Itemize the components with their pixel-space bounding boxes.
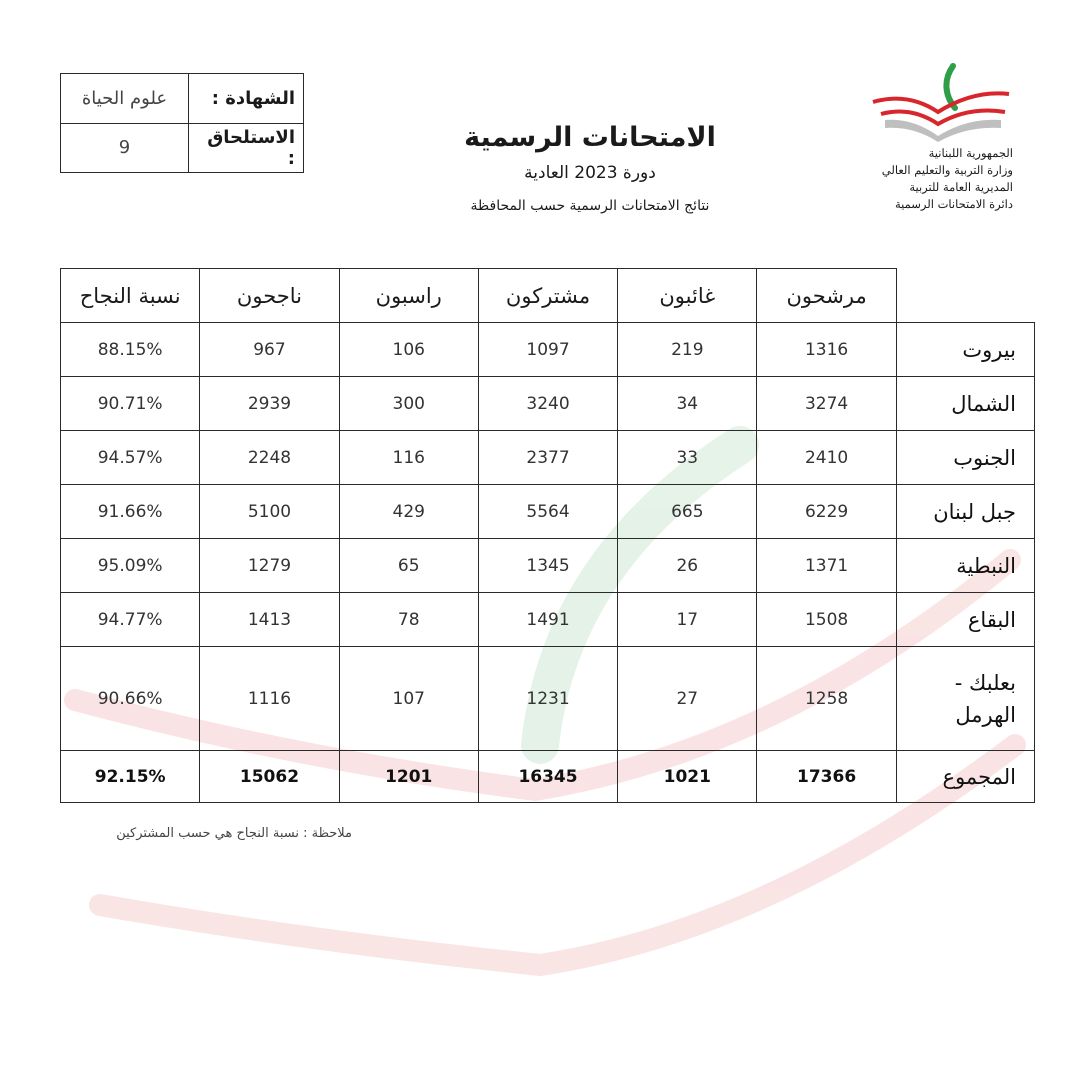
table-cell: 27 [618, 647, 757, 751]
table-row [61, 485, 1035, 539]
total-cell: 15062 [200, 751, 339, 803]
table-cell: 6229 [757, 485, 896, 539]
table-cell: 95.09% [61, 539, 200, 593]
table-row [61, 593, 1035, 647]
table-cell: 967 [200, 323, 339, 377]
region-name [896, 647, 1034, 751]
total-cell: 17366 [757, 751, 896, 803]
certificate-label: الشهادة : [189, 74, 304, 124]
table-row [61, 377, 1035, 431]
table-cell: 3240 [478, 377, 617, 431]
region-name: النبطية [896, 539, 1034, 593]
table-cell: 26 [618, 539, 757, 593]
table-corner-cell [896, 269, 1034, 323]
total-row [61, 751, 1035, 803]
column-header: غائبون [618, 269, 757, 323]
table-cell: 94.77% [61, 593, 200, 647]
results-table [60, 268, 1035, 803]
region-name-line: بعلبك - [954, 670, 1016, 695]
entitlement-value: 9 [61, 123, 189, 173]
table-cell: 2410 [757, 431, 896, 485]
column-header: مرشحون [757, 269, 896, 323]
table-cell: 1316 [757, 323, 896, 377]
table-cell: 88.15% [61, 323, 200, 377]
table-row [61, 539, 1035, 593]
logo-line: وزارة التربية والتعليم العالي [881, 163, 1013, 177]
table-row [61, 431, 1035, 485]
table-cell: 91.66% [61, 485, 200, 539]
region-name: الجنوب [896, 431, 1034, 485]
certificate-info-box [60, 73, 304, 173]
title-block [420, 118, 760, 216]
region-name: الشمال [896, 377, 1034, 431]
table-cell: 429 [339, 485, 478, 539]
table-cell: 2939 [200, 377, 339, 431]
table-cell: 2248 [200, 431, 339, 485]
table-cell: 1116 [200, 647, 339, 751]
ministry-text [882, 145, 1013, 213]
footnote: ملاحظة : نسبة النجاح هي حسب المشتركين [116, 826, 352, 841]
table-cell: 1413 [200, 593, 339, 647]
table-cell: 90.71% [61, 377, 200, 431]
logo-line: الجمهورية اللبنانية [928, 146, 1013, 160]
region-name: بيروت [896, 323, 1034, 377]
table-cell: 5100 [200, 485, 339, 539]
table-cell: 34 [618, 377, 757, 431]
session-title: دورة 2023 العادية [524, 163, 656, 183]
column-header: راسبون [339, 269, 478, 323]
table-cell: 219 [618, 323, 757, 377]
table-cell: 107 [339, 647, 478, 751]
table-cell: 1097 [478, 323, 617, 377]
logo-line: دائرة الامتحانات الرسمية [894, 197, 1013, 211]
table-cell: 1508 [757, 593, 896, 647]
logo-line: المديرية العامة للتربية [909, 180, 1013, 194]
total-cell: 1021 [618, 751, 757, 803]
column-header: نسبة النجاح [61, 269, 200, 323]
total-cell: 92.15% [61, 751, 200, 803]
region-name-line: الهرمل [955, 702, 1016, 727]
table-cell: 1371 [757, 539, 896, 593]
table-cell: 300 [339, 377, 478, 431]
results-description: نتائج الامتحانات الرسمية حسب المحافظة [470, 198, 710, 214]
table-cell: 65 [339, 539, 478, 593]
table-cell: 665 [618, 485, 757, 539]
table-row [61, 323, 1035, 377]
column-header: مشتركون [478, 269, 617, 323]
total-label: المجموع [896, 751, 1034, 803]
table-row [61, 647, 1035, 751]
table-cell: 17 [618, 593, 757, 647]
table-cell: 90.66% [61, 647, 200, 751]
table-cell: 3274 [757, 377, 896, 431]
table-cell: 33 [618, 431, 757, 485]
table-cell: 5564 [478, 485, 617, 539]
total-cell: 1201 [339, 751, 478, 803]
table-cell: 2377 [478, 431, 617, 485]
table-cell: 78 [339, 593, 478, 647]
region-name: البقاع [896, 593, 1034, 647]
table-cell: 116 [339, 431, 478, 485]
table-header-row [61, 269, 1035, 323]
page-title: الامتحانات الرسمية [464, 122, 716, 153]
table-cell: 1258 [757, 647, 896, 751]
table-cell: 1231 [478, 647, 617, 751]
table-cell: 106 [339, 323, 478, 377]
book-logo-icon [863, 62, 1013, 142]
total-cell: 16345 [478, 751, 617, 803]
certificate-value: علوم الحياة [61, 74, 189, 124]
ministry-logo [855, 60, 1025, 230]
table-cell: 1345 [478, 539, 617, 593]
region-name: جبل لبنان [896, 485, 1034, 539]
column-header: ناجحون [200, 269, 339, 323]
table-cell: 1491 [478, 593, 617, 647]
table-cell: 94.57% [61, 431, 200, 485]
entitlement-label: الاستلحاق : [189, 123, 304, 173]
table-cell: 1279 [200, 539, 339, 593]
